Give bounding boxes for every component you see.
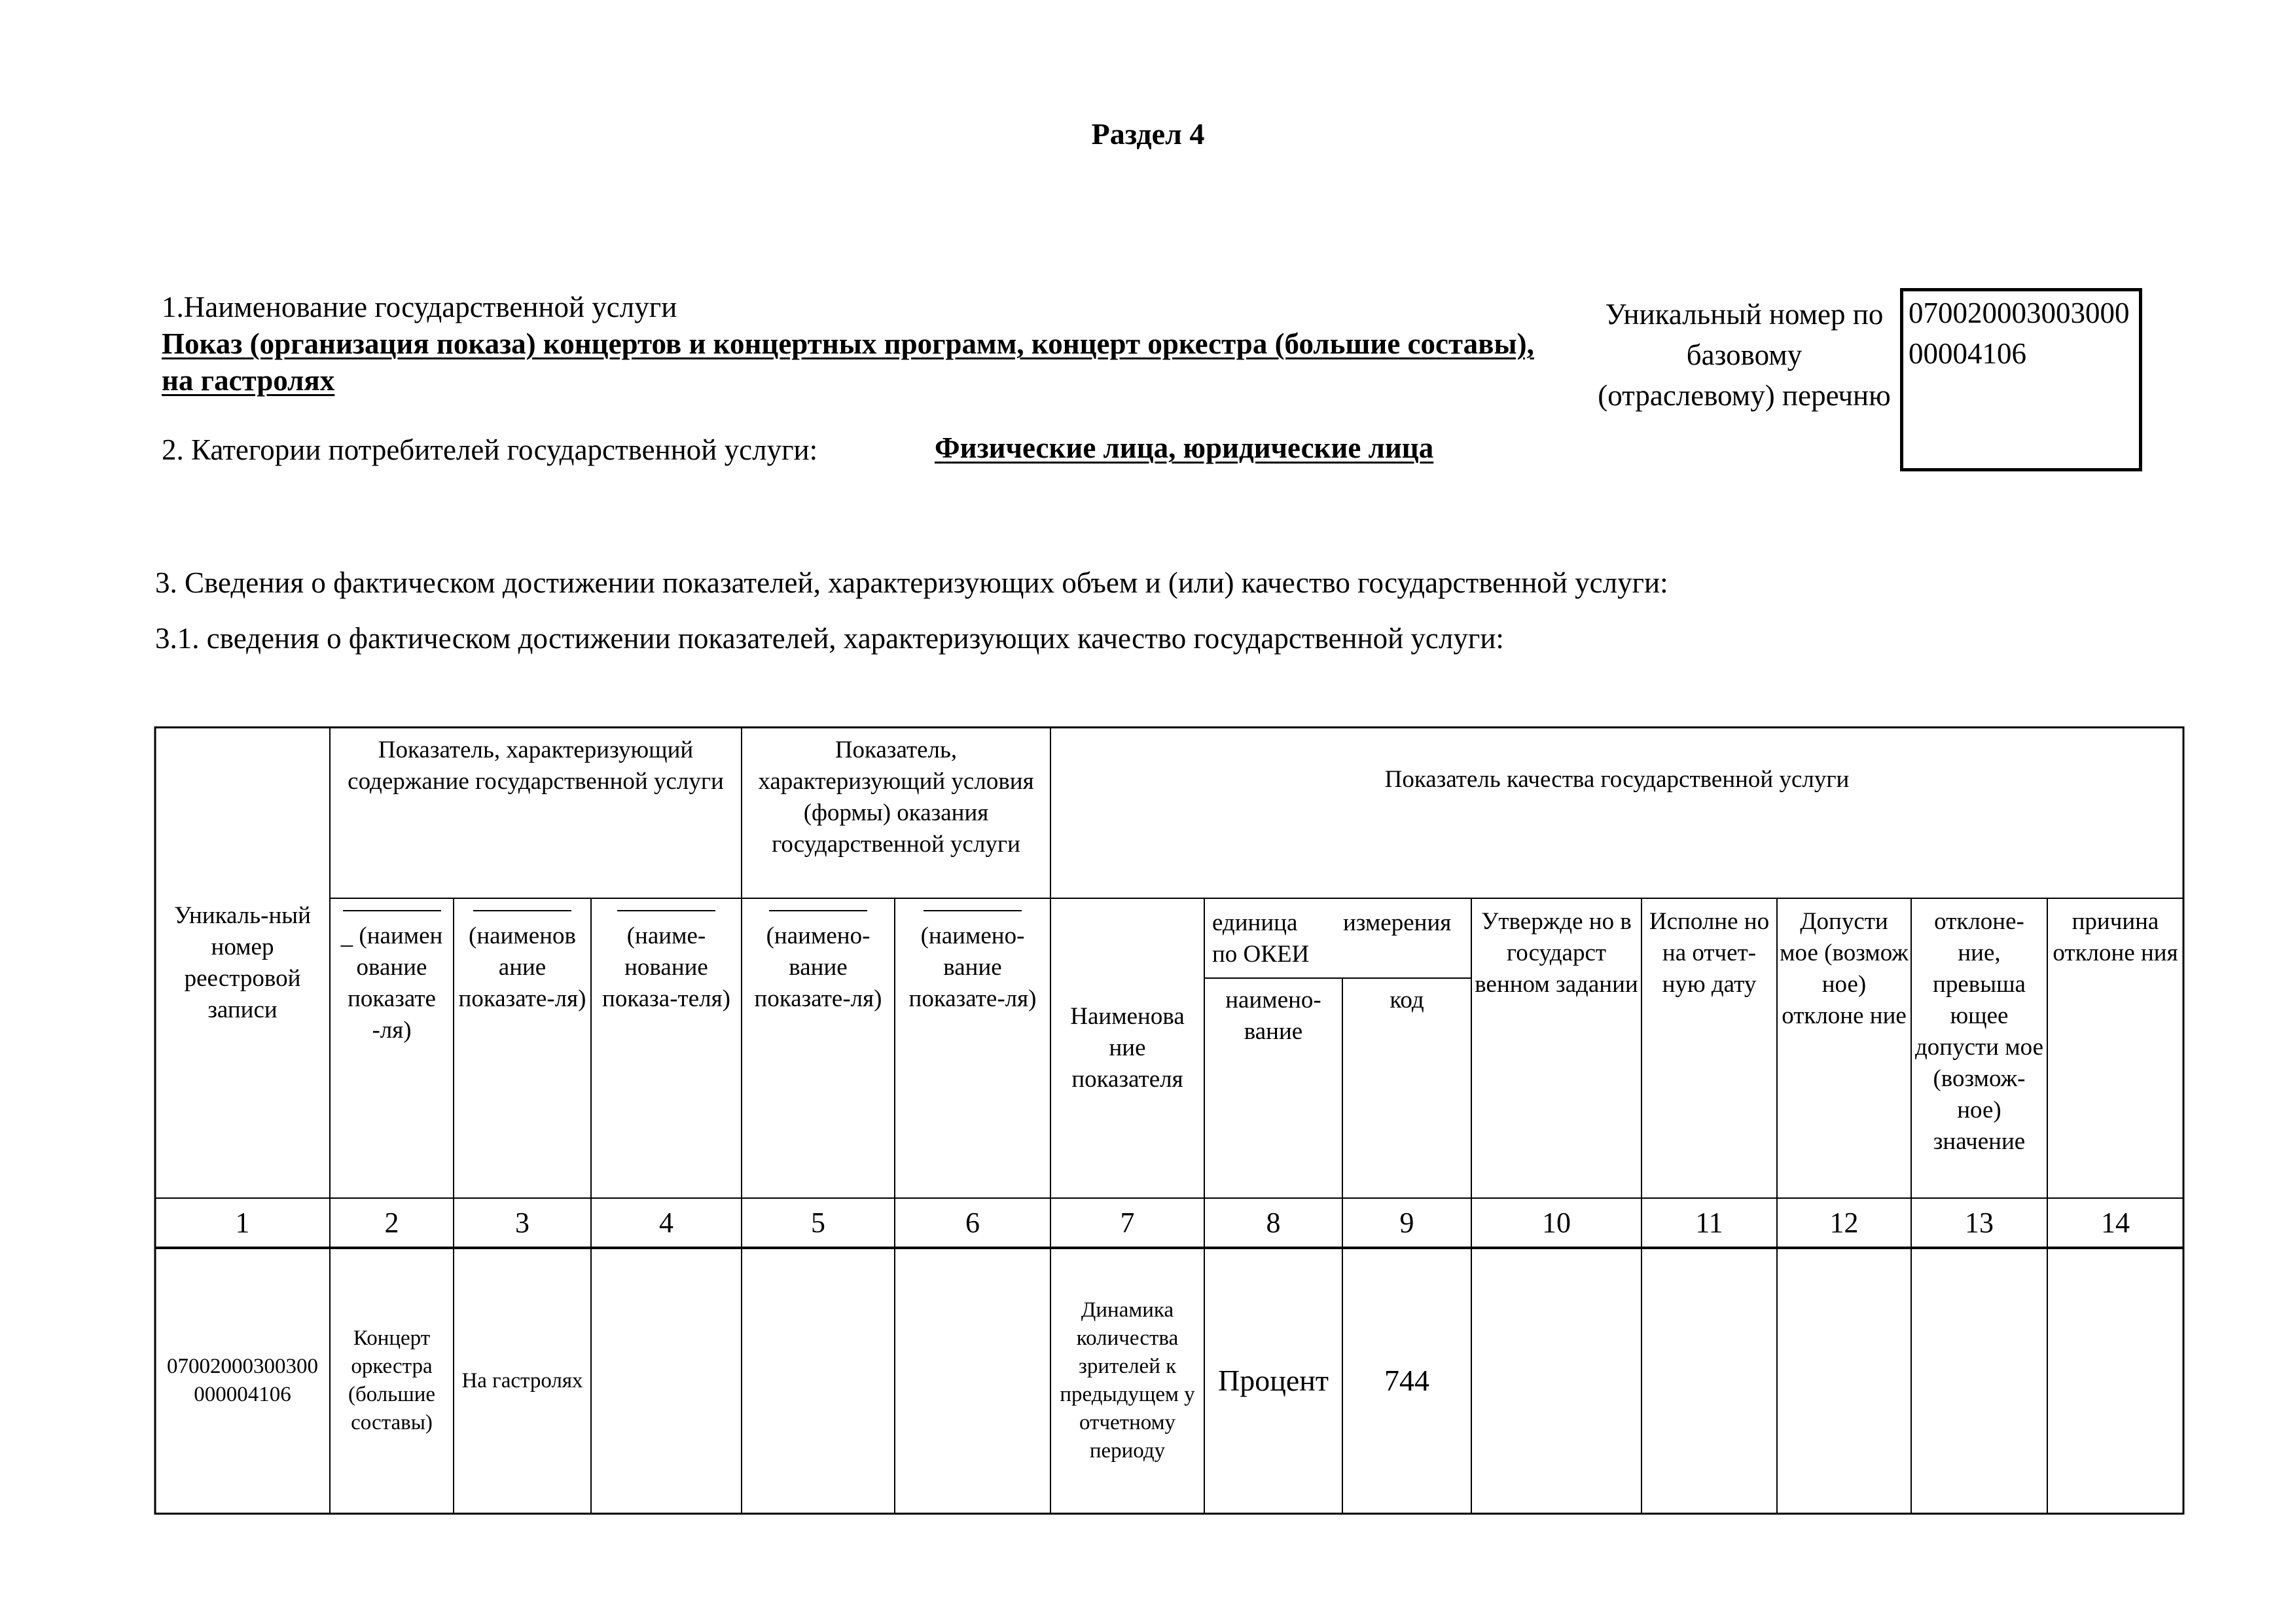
section3-title: 3. Сведения о фактическом достижении показателей, характеризующих объем и (или) качество государственной услуги: [155,566,1668,599]
row-allowed [1777,1248,1911,1514]
header-col2: _ (наимен ование показате -ля) [330,910,454,1198]
section31-subtitle: 3.1. сведения о фактическом достижении показателей, характеризующих качество государственной услуги: [155,622,1504,655]
column-number: 9 [1399,1207,1414,1239]
header-conditions-group: Показатель, характеризующий условия (формы) оказания государственной услуги [758,737,1034,858]
column-number: 6 [965,1207,980,1239]
unique-number-box: 07002000300300000004106 [1900,288,2142,471]
header-quality-group: Показатель качества государственной услуги [1384,766,1850,793]
row-reason [2047,1248,2183,1514]
unique-number-label: Уникальный номер по базовому (отраслевому) перечню [1598,298,1891,412]
category-label: 2. Категории потребителей государственной услуги: [162,433,818,466]
header-unit-okei-left: единица [1212,909,1298,936]
header-col6: (наимено-вание показате-ля) [895,910,1050,1198]
column-number: 12 [1829,1207,1859,1239]
column-number: 13 [1965,1207,1994,1239]
column-number: 11 [1695,1207,1723,1239]
row-executed [1641,1248,1777,1514]
header-unit-name: наимено-вание [1225,987,1321,1045]
header-unit-code: код [1390,987,1424,1013]
header-allowed-deviation: Допусти мое (возмож ное) отклоне ние [1780,908,1909,1029]
service-name-value: Показ (организация показа) концертов и концертных программ, концерт оркестра (большие составы), на гастролях [162,327,1534,397]
row-unit-code: 744 [1384,1364,1429,1397]
header-approved: Утвержде но в государст венном задании [1475,908,1638,998]
header-unique-record: Уникаль-ный номер реестровой записи [174,902,311,1023]
header-unit-okei-right: измерения [1343,909,1452,936]
row-condition2 [895,1248,1050,1514]
column-number: 5 [811,1207,825,1239]
header-excess-deviation: отклоне-ние, превыша ющее допусти мое (возмож-ное) значение [1914,908,2044,1155]
header-content-group: Показатель, характеризующий содержание государственной услуги [348,737,724,795]
row-unique-record: 07002000300300000004106 [167,1355,318,1406]
column-number: 1 [235,1207,250,1239]
column-number: 7 [1120,1207,1135,1239]
service-name-label: 1.Наименование государственной услуги [162,291,677,323]
column-number: 10 [1542,1207,1571,1239]
header-col5: (наимено-вание показате-ля) [742,910,895,1198]
column-number: 3 [515,1207,529,1239]
category-value: Физические лица, юридические лица [935,431,1434,464]
header-unit-okei-bottom: по ОКЕИ [1212,941,1310,968]
column-number: 14 [2101,1207,2130,1239]
column-number: 2 [384,1207,399,1239]
column-number: 8 [1266,1207,1281,1239]
header-col3: (наименов ание показате-ля) [454,910,591,1198]
column-number: 4 [659,1207,673,1239]
header-executed: Исполне но на отчет-ную дату [1649,908,1770,998]
row-indicator: Динамика количества зрителей к предыдущем у отчетному периоду [1060,1298,1195,1463]
row-excess [1911,1248,2047,1514]
header-col4: (наиме-нование показа-теля) [591,910,742,1198]
header-deviation-reason: причина отклоне ния [2053,908,2178,966]
row-approved [1471,1248,1641,1514]
row-content3 [591,1248,742,1514]
header-indicator-name: Наименова ние показателя [1070,1003,1185,1093]
row-condition1 [742,1248,895,1514]
row-content2: На гастролях [461,1368,583,1393]
row-content1: Концерт оркестра (большие составы) [348,1326,436,1434]
row-unit-name: Процент [1218,1364,1329,1397]
section-title: Раздел 4 [1091,117,1205,151]
